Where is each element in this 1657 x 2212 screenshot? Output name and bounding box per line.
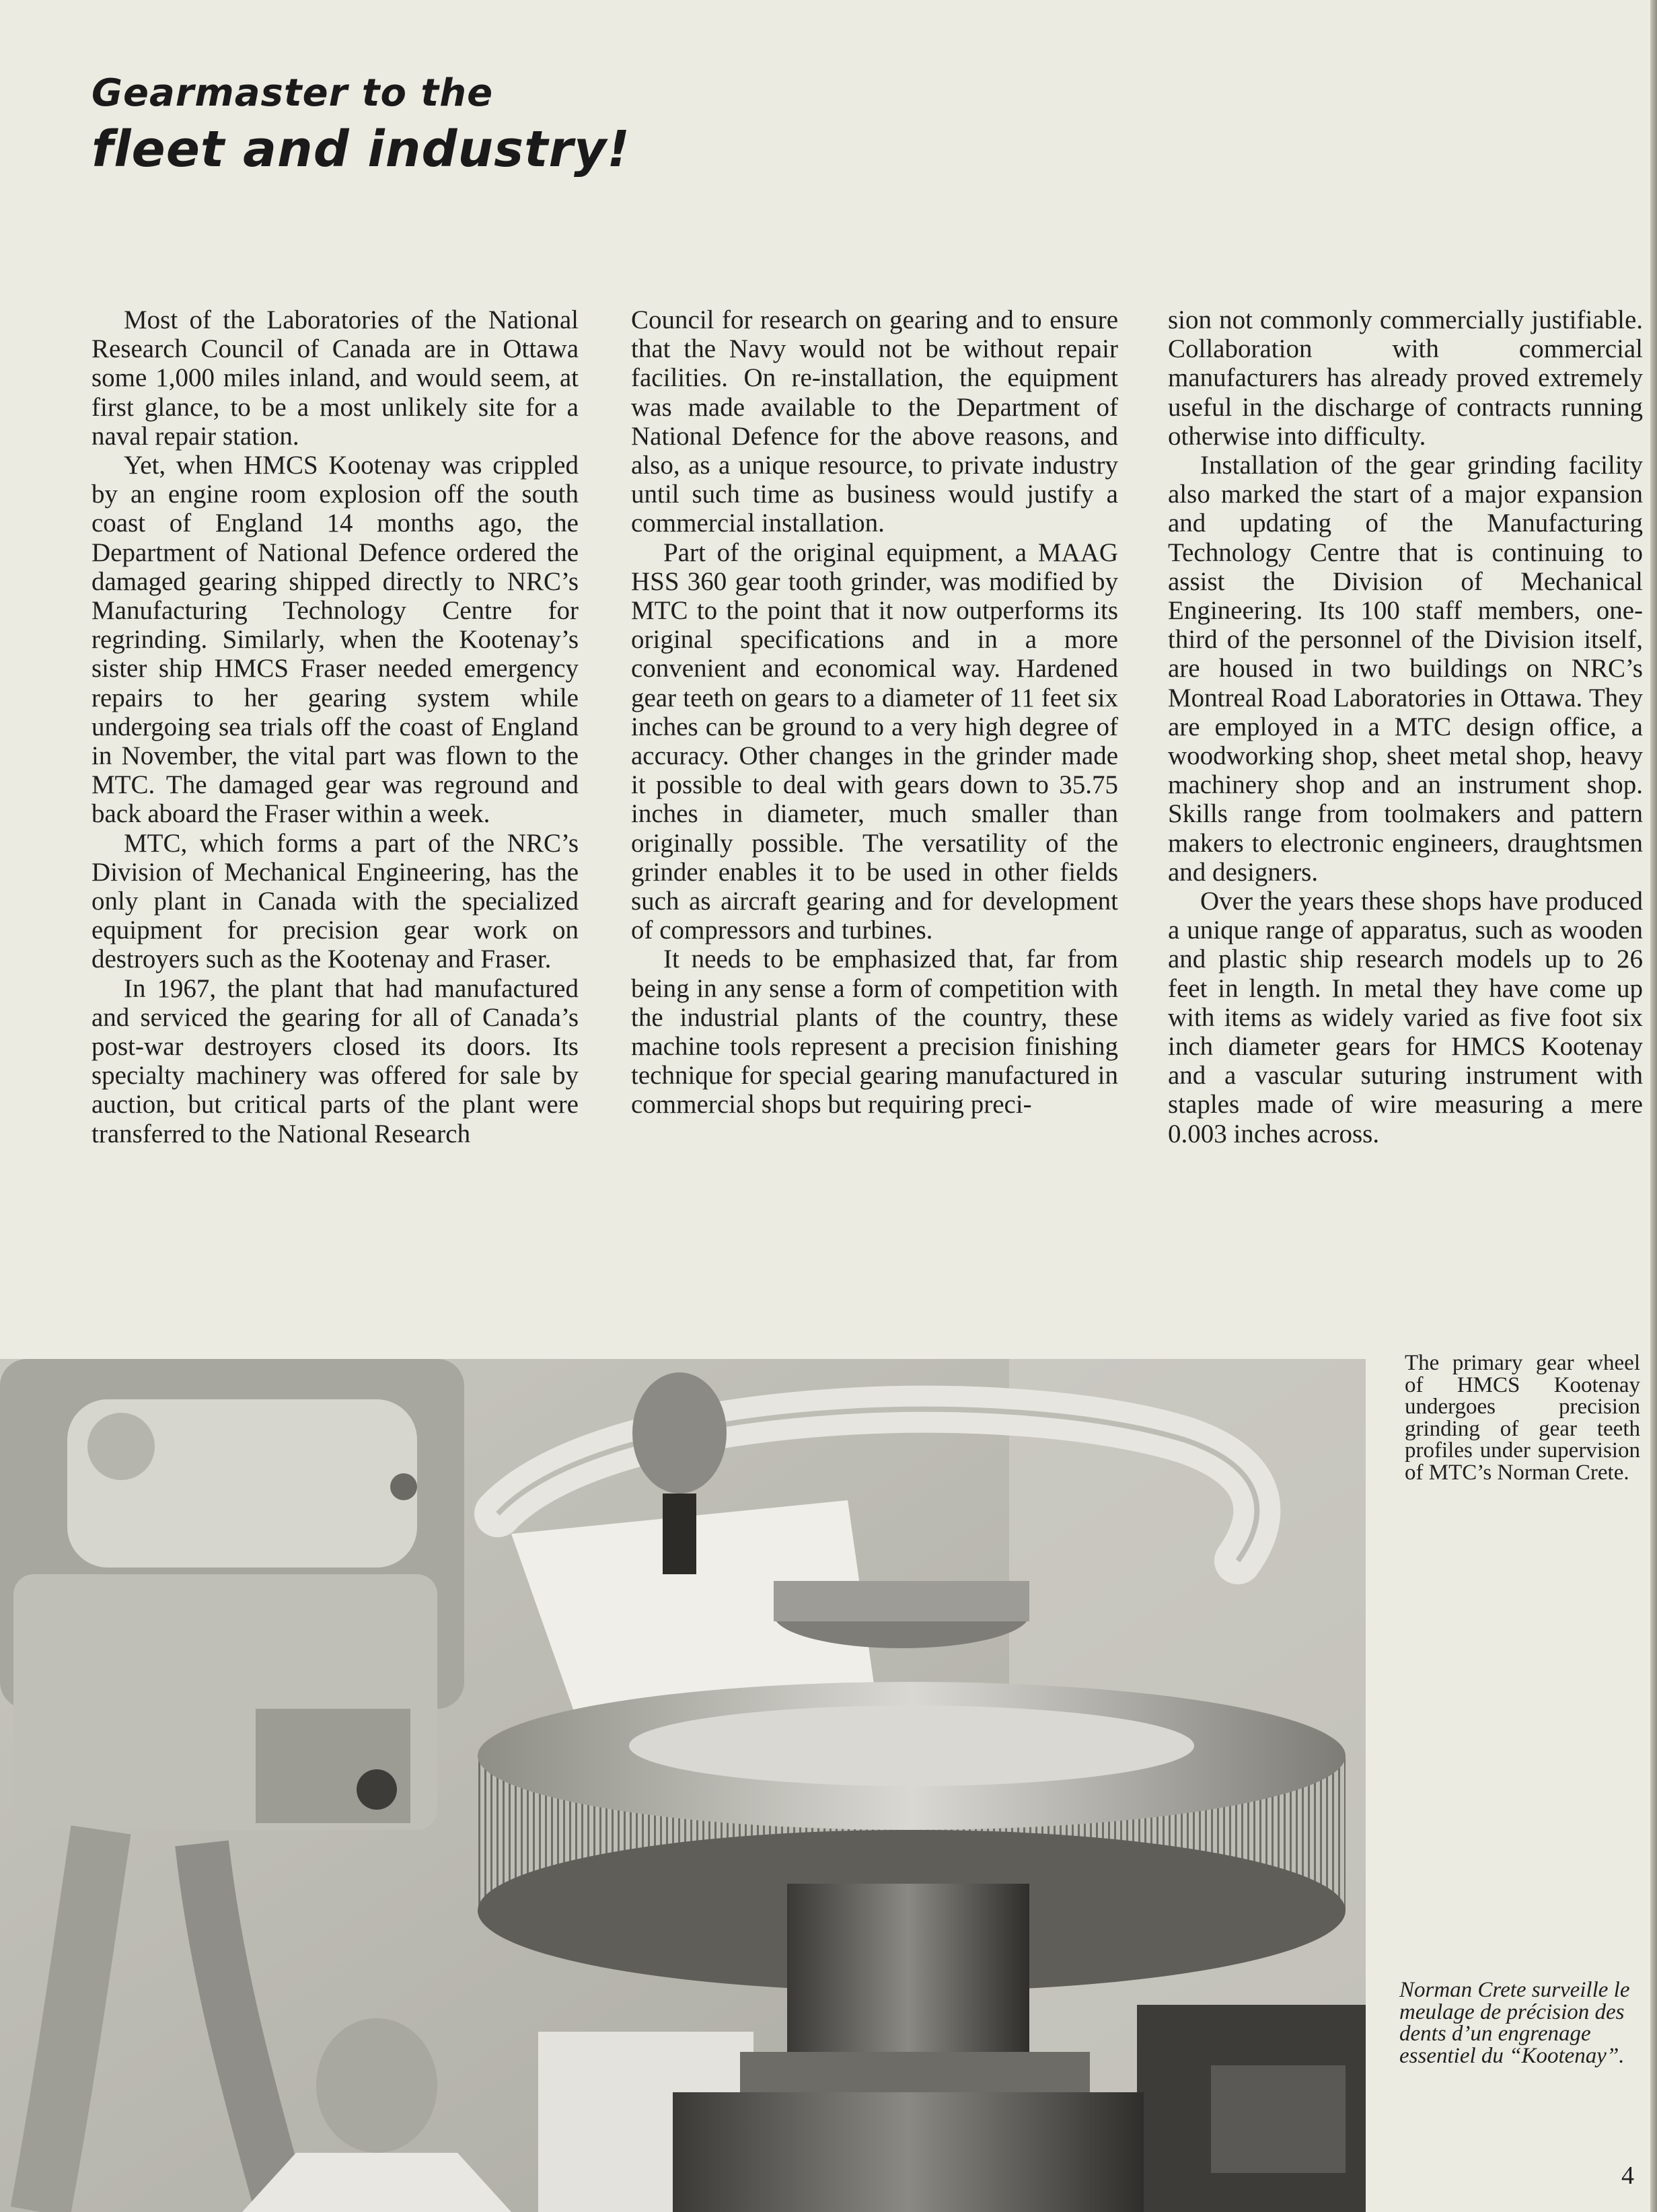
page-gutter-shadow [1650, 0, 1657, 2212]
photo-caption-french: Norman Crete surveille le meulage de précision des dents d’un engrenage essentiel du “Kootenay”. [1399, 1978, 1630, 2068]
paragraph-3: MTC, which forms a part of the NRC’s Division of Mechanical Engineering, has the only plant in Canada with the specialized equipment for precision gear work on destroyers such as the Kootenay and Fraser. [91, 828, 579, 974]
photo-caption-english: The primary gear wheel of HMCS Kootenay undergoes precision grinding of gear teeth profiles under supervision of MTC’s Norman Crete. [1405, 1351, 1640, 1485]
paragraph-2: Yet, when HMCS Kootenay was crippled by an engine room explosion off the south coast of England 14 months ago, the Department of National Defence ordered the damaged gearing shipped directly to NRC’s Manufacturing Technology Centre for regrinding. Similarly, when the Kootenay’s sister ship HMCS Fraser needed emergency repairs to her gearing system while undergoing sea trials off the coast of England in November, the vital part was flown to the MTC. The damaged gear was reground and back aboard the Fraser within a week. [91, 451, 579, 829]
text-column-1 [91, 305, 579, 1148]
headline-main: fleet and industry! [91, 120, 631, 178]
paragraph-5: Part of the original equipment, a MAAG HSS 360 gear tooth grinder, was modified by MTC to the point that it now outperforms its original specifications and in a more convenient and economical way. Hardened gear teeth on gears to a diameter of 11 feet six inches can be ground to a very high degree of accuracy. Other changes in the grinder made it possible to deal with gears down to 35.75 inches in diameter, much smaller than originally possible. The versatility of the grinder enables it to be used in other fields such as aircraft gearing and for development of compressors and turbines. [631, 538, 1118, 945]
paragraph-4-continued: Council for research on gearing and to ensure that the Navy would not be without repair facilities. On re-installation, the equipment was made available to the Department of National Defence for the above reasons, and also, as a unique resource, to private industry until such time as business would justify a commercial installation. [631, 305, 1118, 538]
paragraph-6: It needs to be emphasized that, far from being in any sense a form of competition with the industrial plants of the country, these machine tools represent a precision finishing technique for special gearing manufactured in commercial shops but requiring preci- [631, 945, 1118, 1119]
paragraph-1: Most of the Laboratories of the National Research Council of Canada are in Ottawa some 1,000 miles inland, and would seem, at first glance, to be a most unlikely site for a naval repair station. [91, 305, 579, 451]
page-number: 4 [1621, 2162, 1634, 2190]
text-column-3 [1168, 305, 1643, 1148]
paragraph-4: In 1967, the plant that had manufactured and serviced the gearing for all of Canada’s post-war destroyers closed its doors. Its specialty machinery was offered for sale by auction, but critical parts of the plant were transferred to the National Research [91, 973, 579, 1148]
text-column-2 [631, 305, 1118, 1119]
paragraph-6-continued: sion not commonly commercially justifiable. Collaboration with commercial manufacturers has already proved extremely useful in the discharge of contracts running otherwise into difficulty. [1168, 305, 1643, 451]
headline-kicker: Gearmaster to the [91, 71, 494, 115]
article-headline [91, 70, 630, 182]
gear-grinding-photo [0, 1359, 1366, 2212]
paragraph-7: Installation of the gear grinding facility also marked the start of a major expansion and updating of the Manufacturing Technology Centre that is continuing to assist the Division of Mechanical Engineering. Its 100 staff members, one-third of the personnel of the Division itself, are housed in two buildings on NRC’s Montreal Road Laboratories in Ottawa. They are employed in a MTC design office, a woodworking shop, sheet metal shop, heavy machinery shop and an instrument shop. Skills range from toolmakers and pattern makers to electronic engineers, draughtsmen and designers. [1168, 451, 1643, 887]
paragraph-8: Over the years these shops have produced a unique range of apparatus, such as wooden and plastic ship research models up to 26 feet in length. In metal they have come up with items as widely varied as five foot six inch diameter gears for HMCS Kootenay and a vascular suturing instrument with staples made of wire measuring a mere 0.003 inches across. [1168, 887, 1643, 1148]
